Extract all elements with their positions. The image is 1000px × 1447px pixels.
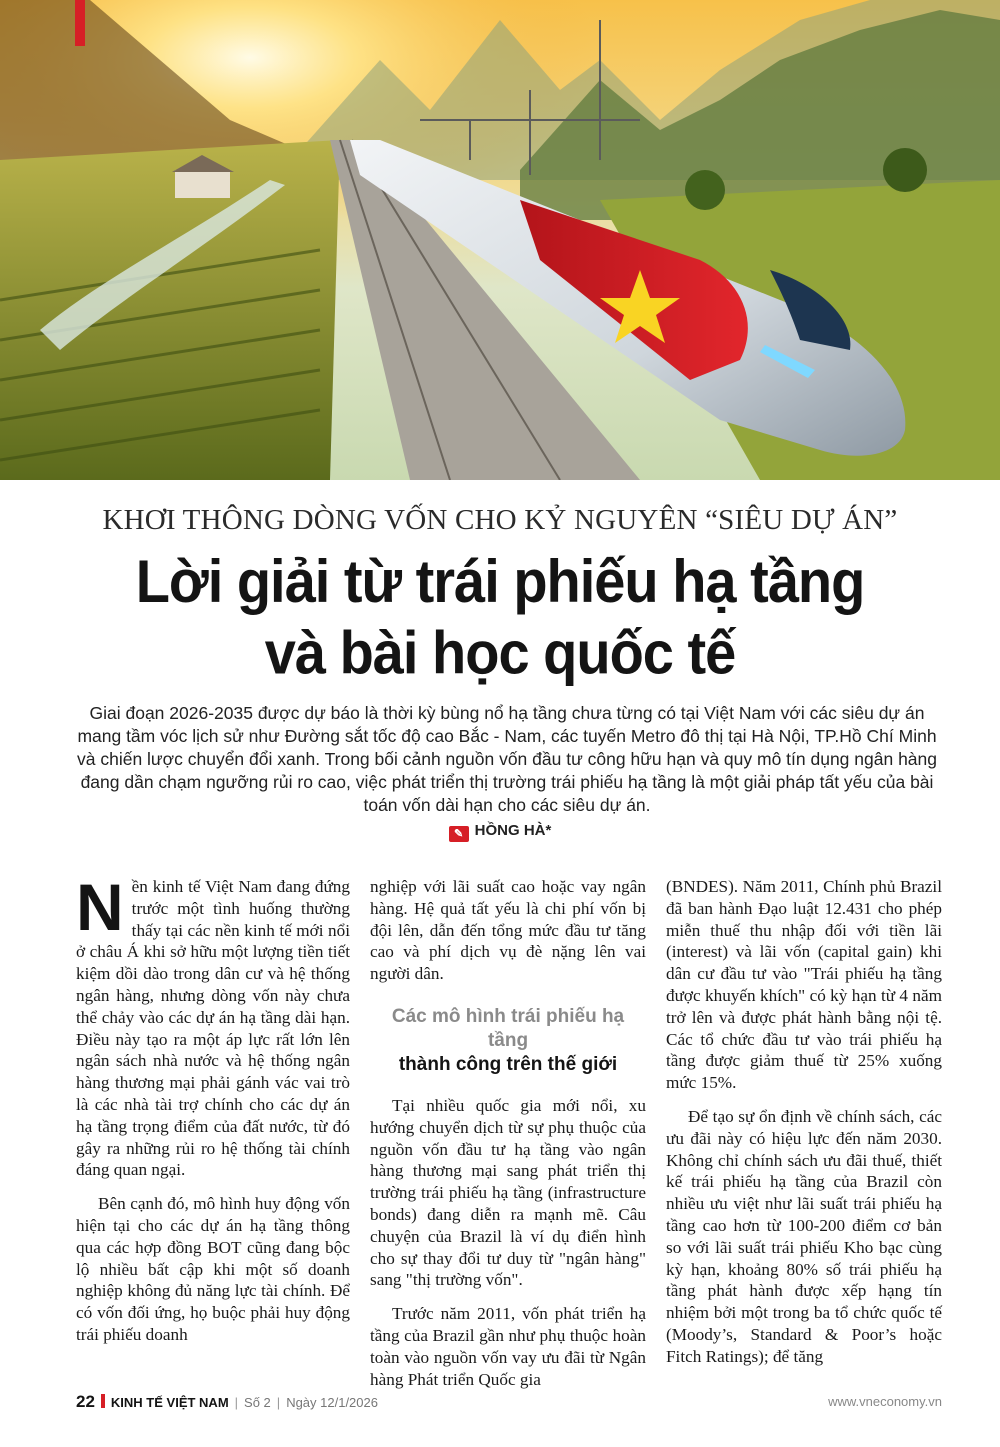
high-speed-train-landscape-image xyxy=(0,0,1000,480)
page-footer xyxy=(76,1392,942,1412)
footer-separator: | xyxy=(234,1395,239,1410)
headline xyxy=(0,546,1000,689)
section-subhead xyxy=(370,1005,646,1077)
headline-line-2: và bài học quốc tế xyxy=(264,618,736,687)
issue-number: Số 2 xyxy=(244,1395,271,1410)
column-2-paragraph-1: nghiệp với lãi suất cao hoặc vay ngân hàng. Hệ quả tất yếu là chi phí vốn bị đội lên, dẫn đến tổng mức đầu tư tăng cao và phí dịch vụ đè nặng lên vai người dân. xyxy=(370,877,646,984)
column-1-paragraph-1 xyxy=(76,870,350,1181)
body-column-2 xyxy=(370,876,646,1402)
subhead-line-1: Các mô hình trái phiếu hạ tầng xyxy=(391,1005,625,1051)
red-corner-tab xyxy=(75,0,85,46)
body-column-1 xyxy=(76,870,350,1358)
byline xyxy=(0,822,1000,842)
drop-cap: N xyxy=(76,870,124,944)
pen-icon: ✎ xyxy=(449,826,469,842)
column-1-paragraph-1-text: ền kinh tế Việt Nam đang đứng trước một tình huống thường thấy tại các nền kinh tế mới nổi ở châu Á khi sở hữu một lượng tiền tiết kiệm dồi dào trong dân cư và hệ thống ngân hàng, nhưng dòng vốn này chưa thể chảy vào các dự án hạ tầng dài hạn. Điều này tạo ra một áp lực rất lớn lên ngân sách nhà nước và hệ thống ngân hàng thương mại phải gánh vác vai trò là các nhà tài trợ chính cho các dự án hạ tầng trọng điểm của đất nước, từ đó gây ra những rủi ro hệ thống tài chính đáng quan ngại. xyxy=(76,877,350,1180)
column-2-paragraph-2: Tại nhiều quốc gia mới nổi, xu hướng chuyển dịch từ sự phụ thuộc của nguồn vốn đầu tư hạ tầng vào ngân hàng thương mại sang phát triển thị trường trái phiếu hạ tầng (infrastructure bonds) đang diễn ra mạnh mẽ. Câu chuyện của Brazil là ví dụ điển hình cho sự thay đổi tư duy từ "ngân hàng" sang "thị trường vốn". xyxy=(370,1095,646,1290)
column-2-paragraph-3: Trước năm 2011, vốn phát triển hạ tầng của Brazil gần như phụ thuộc hoàn toàn vào nguồn vốn vay ưu đãi từ Ngân hàng Phát triển Quốc gia xyxy=(370,1304,646,1389)
headline-line-1: Lời giải từ trái phiếu hạ tầng xyxy=(135,547,865,616)
page-number: 22 xyxy=(76,1392,95,1411)
body-column-3 xyxy=(666,876,942,1380)
footer-red-bar xyxy=(101,1394,105,1408)
issue-date: Ngày 12/1/2026 xyxy=(286,1395,378,1410)
hero-illustration xyxy=(0,0,1000,480)
lead-paragraph: Giai đoạn 2026-2035 được dự báo là thời kỳ bùng nổ hạ tầng chưa từng có tại Việt Nam với các siêu dự án mang tầm vóc lịch sử như Đường sắt tốc độ cao Bắc - Nam, các tuyến Metro đô thị tại Hà Nội, TP.Hồ Chí Minh và chiến lược chuyển đổi xanh. Trong bối cảnh nguồn vốn đầu tư công hữu hạn và quy mô tín dụng ngân hàng đang dần chạm ngưỡng rủi ro cao, việc phát triển thị trường trái phiếu hạ tầng là một giải pháp tất yếu của bài toán vốn dài hạn cho các siêu dự án. xyxy=(77,703,937,815)
magazine-name: KINH TẾ VIỆT NAM xyxy=(110,1395,229,1410)
website-link[interactable]: www.vneconomy.vn xyxy=(828,1394,942,1409)
column-3-paragraph-1: (BNDES). Năm 2011, Chính phủ Brazil đã ban hành Đạo luật 12.431 cho phép miễn thuế thu nhập đối với tiền lãi (interest) và lãi vốn (capital gain) khi dân cư đầu tư vào "Trái phiếu hạ tầng được khuyến khích" có kỳ hạn từ 4 năm trở lên và được phát hành bằng nội tệ. Các tổ chức đầu tư vào trái phiếu hạ tầng được giảm thuế từ 25% xuống mức 15%. xyxy=(666,877,942,1093)
footer-separator: | xyxy=(276,1395,281,1410)
author-name: HỒNG HÀ* xyxy=(474,822,552,839)
column-3-paragraph-2: Để tạo sự ổn định về chính sách, các ưu đãi này có hiệu lực đến năm 2030. Không chỉ chính sách ưu đãi thuế, thiết kế trái phiếu hạ tầng của Brazil còn nhiều ưu việt như lãi suất trái phiếu hạ tầng cao hơn từ 100-200 điểm cơ bản so với lãi suất trái phiếu Kho bạc cùng kỳ hạn, khoảng 80% số trái phiếu hạ tầng phát hành được xếp hạng tín nhiệm bởi một trong ba tổ chức quốc tế (Moody’s, Standard & Poor’s hoặc Fitch Ratings); để tăng xyxy=(666,1106,942,1366)
subhead-line-2: thành công trên thế giới xyxy=(398,1053,618,1075)
kicker: KHƠI THÔNG DÒNG VỐN CHO KỶ NGUYÊN “SIÊU DỰ ÁN” xyxy=(102,504,898,536)
column-1-paragraph-2: Bên cạnh đó, mô hình huy động vốn hiện tại cho các dự án hạ tầng thông qua các hợp đồng BOT cũng đang bộc lộ nhiều bất cập khi một số doanh nghiệp không đủ năng lực tài chính. Để có vốn đối ứng, họ buộc phải huy động trái phiếu doanh xyxy=(76,1194,350,1344)
